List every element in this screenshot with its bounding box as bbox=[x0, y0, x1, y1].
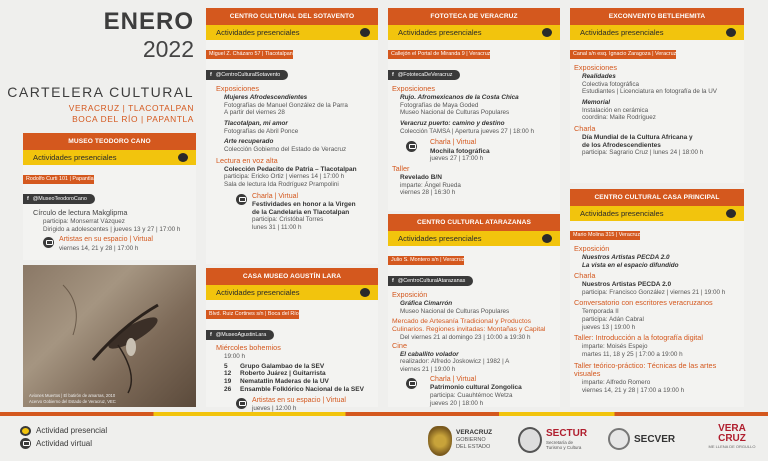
expo-detail: Instalación en cerámica bbox=[582, 106, 649, 114]
logo-text: ME LLENA DE ORGULLO bbox=[708, 444, 756, 449]
year-title: 2022 bbox=[142, 36, 194, 62]
mercado-detail: Del viernes 21 al domingo 23 | 10:00 a 19:30 h bbox=[400, 334, 531, 342]
legend-presencial: Actividad presencial bbox=[20, 425, 107, 437]
taller-detail: imparte: Ángel Rueda bbox=[400, 181, 461, 189]
lara-address: Blvd. Ruiz Cortines s/n | Boca del Río bbox=[206, 310, 299, 319]
betlehemita-address: Canal s/n esq. Ignacio Zaragoza | Veracruz bbox=[570, 50, 676, 59]
charla-detail: jueves 27 | 17:00 h bbox=[430, 155, 484, 163]
facebook-icon: f bbox=[392, 72, 394, 78]
conversatorio-detail: Temporada II bbox=[582, 308, 619, 316]
charla-title: Patrimonio cultural Zongolica bbox=[430, 384, 522, 392]
logo-text: DEL ESTADO bbox=[456, 444, 491, 450]
virtual-icon bbox=[236, 194, 247, 205]
lara-virtual-date: jueves | 12:00 h bbox=[252, 405, 297, 413]
expo-detail: Fotografías de Manuel González de la Parra bbox=[224, 101, 348, 109]
fototeca-taller: Taller bbox=[392, 164, 410, 174]
lara-presenciales: Actividades presenciales bbox=[206, 285, 378, 300]
atarazanas-cine: Cine bbox=[392, 340, 408, 350]
charla-title: Día Mundial de la Cultura Africana y bbox=[582, 133, 693, 141]
bohemios-performer: Nematatlin Maderas de la UV bbox=[240, 378, 329, 386]
taller-title: Revelado B/N bbox=[400, 173, 442, 181]
bohemios-row bbox=[216, 378, 378, 386]
charla-detail: participa: Sagrario Cruz | lunes 24 | 18:00 h bbox=[582, 149, 704, 157]
facebook-icon: f bbox=[210, 332, 212, 338]
charla-title: Nuestros Artistas PECDA 2.0 bbox=[582, 281, 672, 288]
expo-detail: Museo Nacional de Culturas Populares bbox=[400, 307, 510, 315]
teodoro-virtual-title: Artistas en su espacio | Virtual bbox=[59, 236, 153, 244]
cartelera-title: CARTELERA CULTURAL bbox=[7, 84, 194, 100]
logo-text: CRUZ bbox=[718, 433, 746, 444]
principal-exposicion: Exposición bbox=[574, 244, 610, 253]
virtual-icon bbox=[20, 438, 31, 449]
presencial-icon bbox=[360, 288, 370, 297]
charla-detail: participa: Cuauhtémoc Wetza bbox=[430, 391, 513, 399]
bohemios-list bbox=[216, 363, 378, 394]
logo-veracruz-orgullo bbox=[700, 424, 764, 458]
taller-detail: imparte: Moisés Espejo bbox=[582, 343, 648, 351]
sotavento-exposiciones: Exposiciones bbox=[216, 84, 259, 93]
expo-title: Rujo. Afromexicanos de la Costa Chica bbox=[400, 93, 519, 101]
expo-title: Tlacotalpan, mi amor bbox=[224, 119, 288, 127]
teodoro-card bbox=[23, 133, 196, 260]
logo-text: VERACRUZ bbox=[456, 429, 493, 436]
expo-detail: A partir del viernes 28 bbox=[224, 109, 285, 117]
bohemios-day: 5 bbox=[224, 362, 228, 370]
expo-title: Arte recuperado bbox=[224, 138, 274, 146]
bohemios-day: 12 bbox=[224, 370, 232, 378]
betlehemita-charla: Charla bbox=[574, 124, 596, 134]
artwork-image bbox=[23, 265, 196, 407]
coat-of-arms-icon bbox=[428, 426, 452, 456]
sotavento-lectura: Lectura en voz alta bbox=[216, 155, 278, 165]
taller-title: Taller: Introducción a la fotografía digital bbox=[574, 333, 703, 343]
charla-title: de los Afrodescendientes bbox=[582, 141, 661, 149]
bottom-stripe bbox=[0, 412, 768, 416]
expo-title: Nuestros Artistas PECDA 2.0 bbox=[582, 253, 670, 261]
region-line-1: VERACRUZ | TLACOTALPAN bbox=[68, 103, 194, 113]
lectura-detail: Dirigido a adolescentes | jueves 13 y 27 | 17:00 h bbox=[43, 225, 181, 233]
betlehemita-presenciales: Actividades presenciales bbox=[570, 25, 744, 40]
principal-charla: Charla bbox=[574, 271, 596, 281]
bohemios-day: 26 bbox=[224, 385, 232, 393]
cine-title: El caballito volador bbox=[400, 350, 459, 358]
sotavento-address: Miguel Z. Cházaro 57 | Tlacotalpan bbox=[206, 50, 293, 59]
lectura-title: Círculo de lectura Makglipma bbox=[33, 208, 128, 217]
logo-veracruz-gobierno bbox=[428, 426, 520, 456]
facebook-icon: f bbox=[392, 278, 394, 284]
logo-text: VERA bbox=[718, 423, 746, 434]
principal-address: Mario Molina 315 | Veracruz bbox=[570, 231, 640, 240]
atarazanas-header: CENTRO CULTURAL ATARAZANAS bbox=[388, 214, 560, 231]
fototeca-address: Callejón el Portal de Miranda 9 | Veracruz bbox=[388, 50, 490, 59]
expo-detail: Colección Gobierno del Estado de Veracruz bbox=[224, 146, 347, 154]
expo-detail: Estudiantes | Licenciatura en fotografía de la UV bbox=[582, 88, 718, 96]
charla-detail: lunes 31 | 11:00 h bbox=[252, 224, 302, 232]
sectur-seal-icon bbox=[518, 427, 542, 453]
bohemios-performer: Ensamble Folklórico Nacional de la SEV bbox=[240, 385, 364, 393]
betlehemita-card bbox=[570, 8, 744, 183]
region-line-2: BOCA DEL RÍO | PAPANTLA bbox=[72, 114, 194, 124]
presencial-icon bbox=[542, 234, 552, 243]
legend-virtual: Actividad virtual bbox=[20, 438, 107, 450]
facebook-icon: f bbox=[210, 72, 212, 78]
taller-detail: martes 11, 18 y 25 | 17:00 a 19:00 h bbox=[582, 350, 683, 358]
bohemios-time: 19:00 h bbox=[224, 352, 246, 360]
bird-artwork-icon bbox=[23, 265, 196, 407]
lectura-participa: participa: Monserrat Vázquez bbox=[43, 217, 125, 225]
logo-text: SECVER bbox=[634, 434, 676, 445]
mercado-title: Mercado de Artesanía Tradicional y Productos bbox=[392, 318, 532, 326]
virtual-icon bbox=[43, 237, 54, 248]
betlehemita-header: EXCONVENTO BETLEHEMITA bbox=[570, 8, 744, 25]
virtual-icon bbox=[236, 398, 247, 409]
principal-presenciales: Actividades presenciales bbox=[570, 206, 744, 221]
lara-facebook[interactable]: f @MuseoAgustinLara bbox=[206, 330, 274, 340]
presencial-icon bbox=[20, 426, 31, 436]
expo-detail: Colectiva fotográfica bbox=[582, 80, 640, 88]
taller-title: Taller teórico-práctico: Técnicas de las artes visuales bbox=[574, 360, 717, 379]
conversatorio-title: Conversatorio con escritores veracruzanos bbox=[574, 298, 713, 308]
secver-seal-icon bbox=[608, 428, 630, 450]
fototeca-virtual-title: Charla | Virtual bbox=[430, 139, 477, 147]
bohemios-title: Miércoles bohemios bbox=[216, 343, 281, 352]
artwork-caption-1: Aviones Muertos | El batirón de amarras, 2010 bbox=[29, 393, 116, 398]
facebook-icon: f bbox=[27, 196, 29, 202]
atarazanas-address: Julio S. Montero s/n | Veracruz bbox=[388, 256, 464, 265]
lectura-title: Colección Pedacito de Patria – Tlacotalpan bbox=[224, 165, 357, 173]
charla-title: Mochila fotográfica bbox=[430, 147, 490, 155]
teodoro-presenciales: Actividades presenciales bbox=[23, 150, 196, 165]
sotavento-virtual-title: Charla | Virtual bbox=[252, 192, 299, 200]
logo-sectur bbox=[518, 426, 598, 456]
lectura-detail: Sala de lectura Ida Rodríguez Prampolini bbox=[224, 180, 339, 188]
expo-title: Gráfica Cimarrón bbox=[400, 299, 453, 307]
bohemios-row bbox=[216, 386, 378, 394]
sotavento-header: CENTRO CULTURAL DEL SOTAVENTO bbox=[206, 8, 378, 25]
fototeca-facebook[interactable]: f @FototecaDeVeracruz bbox=[388, 70, 460, 80]
fototeca-exposiciones: Exposiciones bbox=[392, 84, 435, 93]
conversatorio-detail: jueves 13 | 19:00 h bbox=[582, 323, 636, 331]
lectura-detail: participa: Ericko Ortiz | viernes 14 | 17:00 h bbox=[224, 173, 345, 181]
sotavento-card bbox=[206, 8, 378, 264]
bohemios-row bbox=[216, 370, 378, 378]
expo-title: Mujeres Afrodescendientes bbox=[224, 93, 308, 101]
atarazanas-presenciales: Actividades presenciales bbox=[388, 231, 560, 246]
presencial-icon bbox=[178, 153, 188, 162]
expo-title: Memorial bbox=[582, 98, 611, 106]
teodoro-virtual-date: viernes 14, 21 y 28 | 17:00 h bbox=[59, 244, 139, 252]
logo-text: SECTUR bbox=[546, 428, 588, 439]
charla-title: de la Candelaria en Tlacotalpan bbox=[252, 208, 350, 216]
expo-detail: Museo Nacional de Culturas Populares bbox=[400, 109, 510, 117]
presencial-icon bbox=[726, 209, 736, 218]
logo-text: GOBIERNO bbox=[456, 437, 486, 443]
teodoro-address: Rodolfo Curti 101 | Papantla bbox=[23, 175, 94, 184]
bohemios-day: 19 bbox=[224, 378, 232, 386]
charla-title: Festividades en honor a la Virgen bbox=[252, 201, 356, 209]
charla-detail: participa: Cristóbal Torres bbox=[252, 216, 324, 224]
logo-text: Turismo y Cultura bbox=[546, 445, 582, 450]
expo-detail: Colección TAMSA | Apertura jueves 27 | 18:00 h bbox=[400, 127, 534, 135]
presencial-icon bbox=[360, 28, 370, 37]
mercado-title: Culinarios. Regiones invitadas: Montañas y Capital bbox=[392, 326, 546, 334]
artwork-caption-2: Acervo Gobierno del Estado de Veracruz, VEC bbox=[29, 399, 116, 404]
charla-detail: participa: Francisco González | viernes 21 | 19:00 h bbox=[582, 288, 726, 296]
lara-header: CASA MUSEO AGUSTÍN LARA bbox=[206, 268, 378, 285]
month-title: ENERO bbox=[103, 8, 194, 35]
virtual-icon bbox=[406, 378, 417, 389]
lara-virtual-title: Artistas en su espacio | Virtual bbox=[252, 396, 346, 404]
presencial-icon bbox=[542, 28, 552, 37]
expo-detail: coordina: Maite Rodríguez bbox=[582, 114, 656, 122]
atarazanas-card bbox=[388, 214, 560, 407]
expo-detail: Fotografías de Abril Ponce bbox=[224, 127, 299, 135]
teodoro-header: MUSEO TEODORO CANO bbox=[23, 133, 196, 150]
cine-detail: viernes 21 | 19:00 h bbox=[400, 366, 456, 374]
betlehemita-exposiciones: Exposiciones bbox=[574, 63, 617, 72]
bohemios-row bbox=[216, 363, 378, 371]
charla-detail: jueves 20 | 18:00 h bbox=[430, 399, 484, 407]
taller-detail: imparte: Alfredo Romero bbox=[582, 379, 651, 387]
legend bbox=[20, 425, 107, 450]
lara-card bbox=[206, 268, 378, 413]
cine-detail: realizador: Alfredo Joskowicz | 1982 | A bbox=[400, 358, 510, 366]
expo-title: La vista en el espacio difundido bbox=[582, 261, 679, 269]
logo-secver bbox=[608, 428, 678, 454]
principal-header: CENTRO CULTURAL CASA PRINCIPAL bbox=[570, 189, 744, 206]
atarazanas-virtual-title: Charla | Virtual bbox=[430, 375, 477, 383]
atarazanas-facebook[interactable]: f @CentroCulturalAtarazanas bbox=[388, 276, 473, 286]
fototeca-presenciales: Actividades presenciales bbox=[388, 25, 560, 40]
expo-title: Veracruz puerto: camino y destino bbox=[400, 119, 505, 127]
taller-detail: viernes 28 | 16:30 h bbox=[400, 189, 456, 197]
atarazanas-exposicion: Exposición bbox=[392, 290, 428, 299]
bohemios-performer: Roberto Juárez | Guitarrista bbox=[240, 370, 326, 378]
sotavento-facebook[interactable]: f @CentroCulturalSotavento bbox=[206, 70, 288, 80]
conversatorio-detail: participa: Adán Cabral bbox=[582, 315, 644, 323]
presencial-icon bbox=[726, 28, 736, 37]
virtual-icon bbox=[406, 141, 417, 152]
principal-card bbox=[570, 189, 744, 407]
bohemios-performer: Grupo Galambao de la SEV bbox=[240, 362, 325, 370]
teodoro-facebook[interactable]: f @MuseoTeodoroCano bbox=[23, 194, 95, 204]
taller-detail: viernes 14, 21 y 28 | 17:00 a 19:00 h bbox=[582, 386, 685, 394]
sotavento-presenciales: Actividades presenciales bbox=[206, 25, 378, 40]
logo-text: Secretaría de bbox=[546, 440, 574, 445]
fototeca-card bbox=[388, 8, 560, 211]
fototeca-header: FOTOTECA DE VERACRUZ bbox=[388, 8, 560, 25]
expo-detail: Fotografías de Maya Goded bbox=[400, 101, 479, 109]
expo-title: Realidades bbox=[582, 72, 616, 80]
